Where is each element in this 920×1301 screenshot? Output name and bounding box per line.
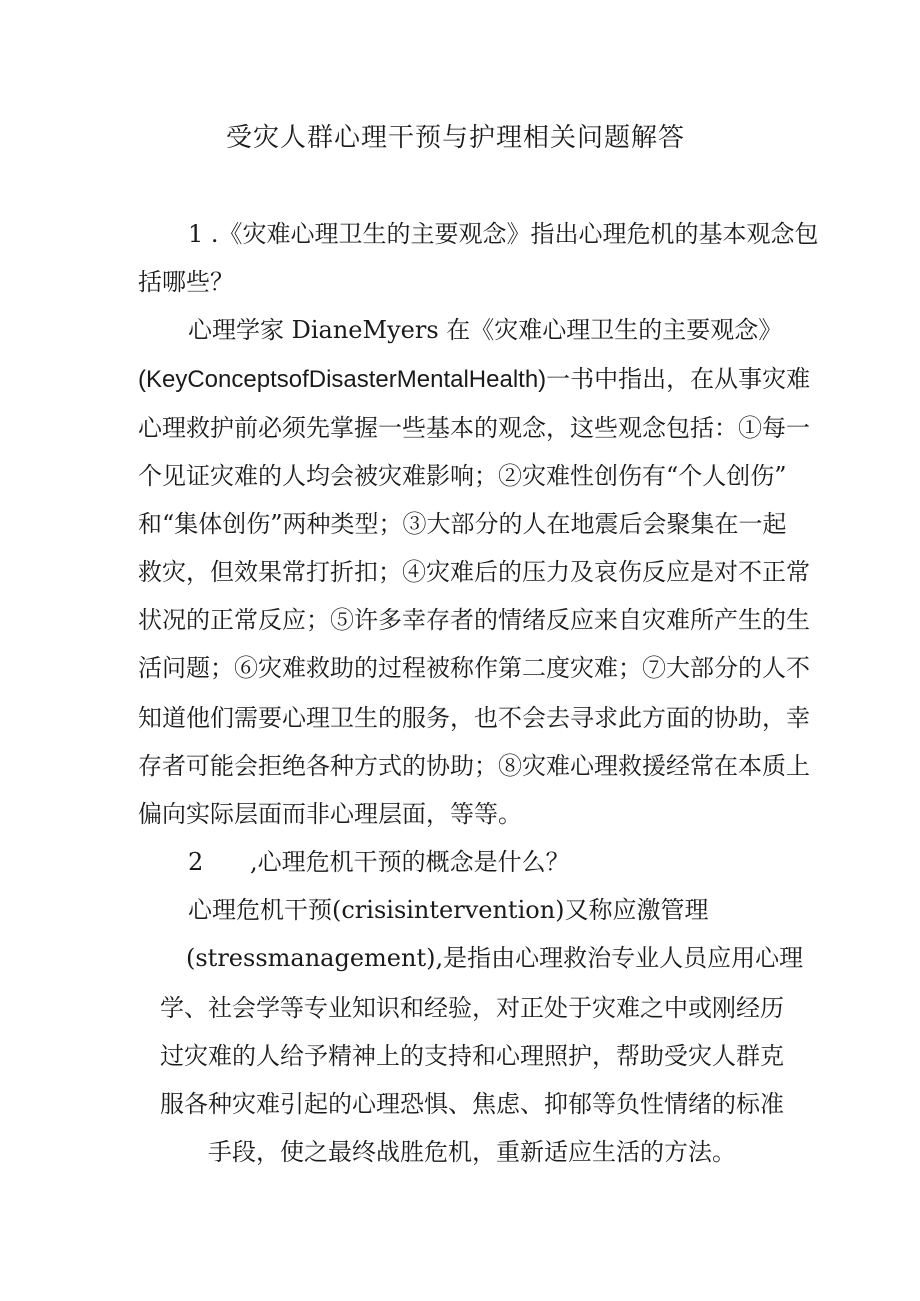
- answer-1-line-1: 心理学家 DianeMyers 在《灾难心理卫生的主要观念》: [188, 316, 783, 344]
- answer-2-line-5: 服各种灾难引起的心理恐惧、焦虑、抑郁等负性情绪的标准: [160, 1090, 784, 1118]
- answer-1-line-6: 救灾，但效果常打折扣；④灾难后的压力及哀伤反应是对不正常: [138, 558, 810, 586]
- answer-2-line-4: 过灾难的人给予精神上的支持和心理照护，帮助受灾人群克: [160, 1042, 784, 1070]
- answer-1-line-3: 心理救护前必须先掌握一些基本的观念，这些观念包括：①每一: [138, 414, 810, 442]
- answer-2-line-3: 学、社会学等专业知识和经验，对正处于灾难之中或刚经历: [160, 994, 784, 1022]
- answer-1-line-11: 偏向实际层面而非心理层面，等等。: [138, 800, 522, 828]
- answer-1-line-5: 和“集体创伤”两种类型；③大部分的人在地震后会聚集在一起: [138, 510, 787, 538]
- answer-1-line-9: 知道他们需要心理卫生的服务，也不会去寻求此方面的协助，幸: [138, 704, 810, 732]
- question-2-text: ,心理危机干预的概念是什么？: [250, 848, 570, 876]
- answer-2-line-2: (stressmanagement),是指由心理救治专业人员应用心理: [186, 944, 804, 972]
- answer-1-line-4: 个见证灾难的人均会被灾难影响；②灾难性创伤有“个人创伤”: [138, 462, 787, 490]
- answer-1-line-7: 状况的正常反应；⑤许多幸存者的情绪反应来自灾难所产生的生: [138, 606, 810, 634]
- question-1-line-2: 括哪些？: [138, 268, 234, 296]
- answer-2-line-1: 心理危机干预(crisisintervention)又称应激管理: [188, 896, 709, 924]
- question-2-number: 2: [188, 848, 204, 876]
- question-1-line-1: 1 .《灾难心理卫生的主要观念》指出心理危机的基本观念包: [188, 220, 819, 248]
- answer-1-line-10: 存者可能会拒绝各种方式的协助；⑧灾难心理救援经常在本质上: [138, 752, 810, 780]
- answer-1-line-8: 活问题；⑥灾难救助的过程被称作第二度灾难；⑦大部分的人不: [138, 654, 810, 682]
- answer-2-line-6: 手段，使之最终战胜危机，重新适应生活的方法。: [208, 1138, 736, 1166]
- document-title: 受灾人群心理干预与护理相关问题解答: [226, 123, 686, 153]
- answer-1-line-2: (KeyConceptsofDisasterMentalHealth)一书中指出，在从事灾难: [138, 366, 811, 393]
